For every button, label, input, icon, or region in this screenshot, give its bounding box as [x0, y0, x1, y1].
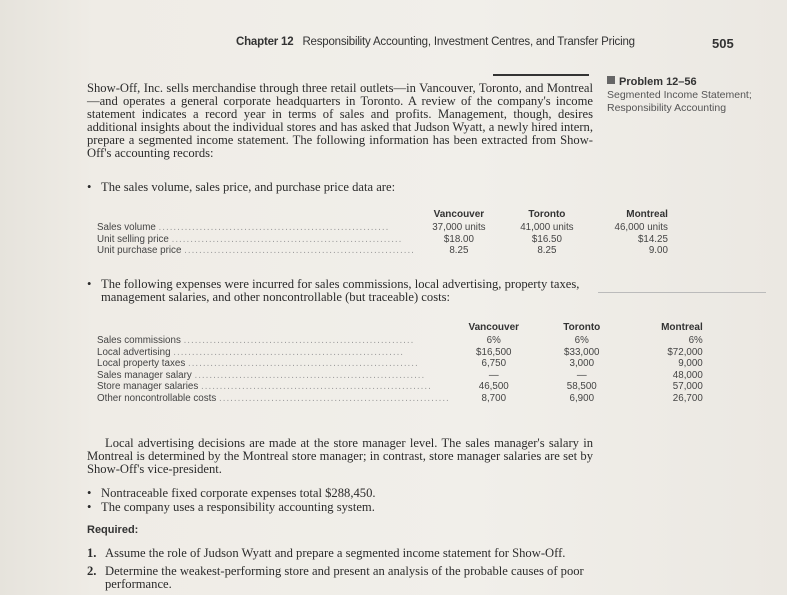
running-header	[236, 36, 635, 48]
bullet-nontraceable: • Nontraceable fixed corporate expenses total $288,450.	[87, 486, 376, 500]
requirement-item: 2. Determine the weakest-performing store and present an analysis of the probable causes of poor performance.	[87, 564, 584, 591]
table-row: Local property taxes .............................................................. 6,750 3,000 9,000	[97, 358, 703, 370]
divider-rule	[493, 74, 589, 76]
chapter-title: Responsibility Accounting, Investment Centres, and Transfer Pricing	[302, 36, 635, 48]
table-row: Unit purchase price .............................................................. 8.25 8.25 9.00	[97, 245, 668, 257]
requirement-item: 1. Assume the role of Judson Wyatt and prepare a segmented income statement for Show-Off.	[87, 546, 566, 560]
column-header: Toronto	[563, 322, 601, 333]
table-header-row	[97, 207, 676, 222]
column-header: Toronto	[528, 209, 566, 220]
expense-table	[97, 320, 711, 404]
sales-data-table	[97, 207, 676, 257]
problem-title: Problem 12–56	[607, 76, 767, 89]
table-row: Local advertising .............................................................. $16,500 $33,000 $72,000	[97, 346, 703, 358]
table-header-row	[97, 320, 711, 335]
table-row: Sales commissions .............................................................. 6% 6% 6%	[97, 335, 703, 347]
bullet-sales-data: • The sales volume, sales price, and purchase price data are:	[87, 180, 396, 194]
column-header: Montreal	[626, 209, 668, 220]
chapter-label: Chapter 12	[236, 36, 294, 48]
sidebar-divider	[598, 292, 766, 293]
table-row: Unit selling price .............................................................. $18.00 $16.50 $14.25	[97, 233, 668, 245]
required-heading: Required:	[87, 524, 139, 536]
square-bullet-icon	[607, 76, 615, 84]
column-header: Montreal	[661, 322, 703, 333]
bullet-expenses: • The following expenses were incurred for sales commissions, local advertising, property taxes, management salaries, and other noncontrollable (but traceable) costs:	[87, 277, 580, 304]
bullet-responsibility: • The company uses a responsibility accounting system.	[87, 500, 375, 514]
column-header: Vancouver	[433, 209, 485, 220]
table-row: Sales manager salary .............................................................. — — 48,000	[97, 369, 703, 381]
table-row: Sales volume .............................................................. 37,000 units 41,000 units 46,000 units	[97, 222, 668, 234]
table-row: Store manager salaries .............................................................. 46,500 58,500 57,000	[97, 381, 703, 393]
table-row: Other noncontrollable costs .............................................................. 8,700 6,900 26,700	[97, 392, 703, 404]
problem-topic: Segmented Income Statement; Responsibility Accounting	[607, 89, 752, 114]
problem-sidebar	[607, 76, 767, 115]
page-number: 505	[712, 36, 734, 51]
advertising-paragraph: Local advertising decisions are made at the store manager level. The sales manager's salary in Montreal is determined by the Montreal store manager; in contrast, store manager salaries are set by Show-Off's vice-president.	[87, 436, 593, 476]
intro-paragraph: Show-Off, Inc. sells merchandise through three retail outlets—in Vancouver, Toronto, and Montreal—and operates a general corporate headquarters in Toronto. A review of the company's income statement indicates a record year in terms of sales and profits. Management, though, desires additional insights about the individual stores and has asked that Judson Wyatt, a newly hired intern, prepare a segmented income statement. The following information has been extracted from Show-Off's accounting records:	[87, 81, 593, 160]
column-header: Vancouver	[468, 322, 520, 333]
